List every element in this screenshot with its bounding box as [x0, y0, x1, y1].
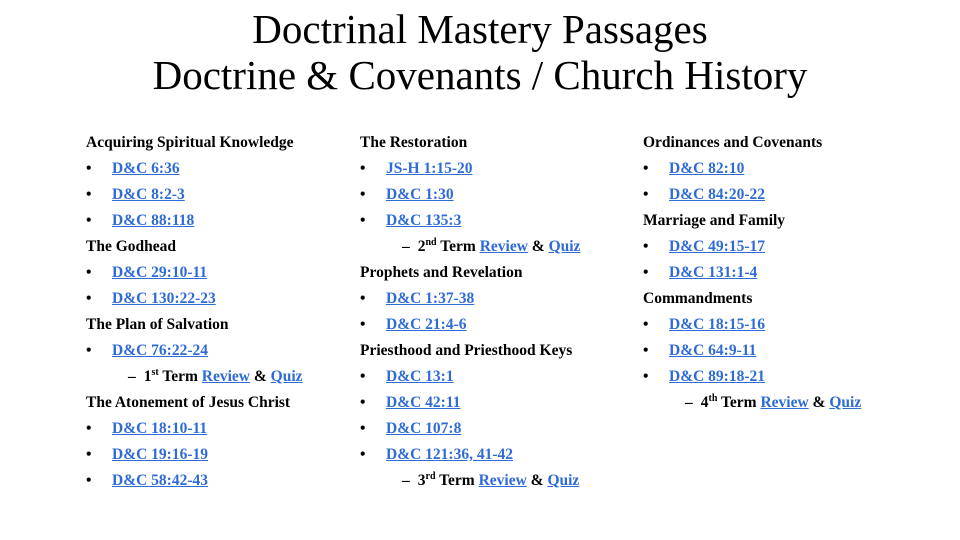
term-review-line: [86, 364, 303, 390]
ampersand: &: [250, 368, 271, 385]
passage-item: [360, 286, 580, 312]
term-ordinal-suffix: nd: [425, 236, 437, 248]
ampersand: &: [527, 238, 549, 255]
passage-item: [360, 390, 580, 416]
review-link[interactable]: Review: [201, 368, 250, 385]
passage-link[interactable]: D&C 49:15-17: [669, 238, 765, 255]
bullet-icon: •: [360, 160, 366, 177]
passage-link[interactable]: D&C 18:15-16: [669, 316, 765, 333]
passage-item: [360, 312, 580, 338]
bullet-icon: •: [360, 420, 366, 437]
passage-link[interactable]: D&C 1:30: [386, 186, 454, 203]
slide-title: [0, 6, 960, 98]
passage-item: [360, 416, 580, 442]
bullet-icon: •: [360, 368, 366, 385]
passage-link[interactable]: D&C 42:11: [386, 394, 461, 411]
dash-icon: –: [402, 238, 410, 255]
passage-link[interactable]: D&C 82:10: [669, 160, 745, 177]
bullet-icon: •: [643, 342, 649, 359]
passage-link[interactable]: D&C 58:42-43: [112, 472, 208, 489]
section-heading: The Restoration: [360, 134, 468, 151]
passage-link[interactable]: D&C 84:20-22: [669, 186, 765, 203]
column-1: [86, 130, 303, 494]
review-link[interactable]: Review: [479, 238, 528, 255]
bullet-icon: •: [360, 446, 366, 463]
section-heading: Commandments: [643, 290, 753, 307]
bullet-icon: •: [86, 420, 92, 437]
term-label: Term: [436, 238, 480, 255]
passage-item: [86, 156, 303, 182]
passage-item: [86, 416, 303, 442]
passage-link[interactable]: D&C 88:118: [112, 212, 195, 229]
quiz-link[interactable]: Quiz: [829, 394, 862, 411]
quiz-link[interactable]: Quiz: [547, 472, 580, 489]
bullet-icon: •: [360, 212, 366, 229]
ampersand: &: [526, 472, 548, 489]
passage-item: [86, 286, 303, 312]
passage-link[interactable]: JS-H 1:15-20: [386, 160, 473, 177]
section-heading: Priesthood and Priesthood Keys: [360, 342, 573, 359]
bullet-icon: •: [360, 290, 366, 307]
passage-item: [643, 234, 861, 260]
bullet-icon: •: [86, 160, 92, 177]
dash-icon: –: [685, 394, 693, 411]
passage-link[interactable]: D&C 107:8: [386, 420, 462, 437]
passage-link[interactable]: D&C 8:2-3: [112, 186, 185, 203]
term-ordinal-suffix: th: [708, 392, 718, 404]
passage-item: [360, 208, 580, 234]
term-review-line: [360, 234, 580, 260]
bullet-icon: •: [643, 316, 649, 333]
section-heading: Marriage and Family: [643, 212, 786, 229]
passage-link[interactable]: D&C 135:3: [386, 212, 462, 229]
passage-link[interactable]: D&C 76:22-24: [112, 342, 208, 359]
term-review-line: [360, 468, 580, 494]
review-link[interactable]: Review: [478, 472, 527, 489]
review-link[interactable]: Review: [760, 394, 809, 411]
passage-item: [86, 338, 303, 364]
passage-link[interactable]: D&C 29:10-11: [112, 264, 208, 281]
passage-item: [360, 442, 580, 468]
passage-item: [643, 260, 861, 286]
bullet-icon: •: [643, 368, 649, 385]
section-heading: Ordinances and Covenants: [643, 134, 823, 151]
term-ordinal: 4: [700, 394, 709, 411]
bullet-icon: •: [360, 186, 366, 203]
passage-item: [360, 182, 580, 208]
passage-item: [643, 156, 861, 182]
bullet-icon: •: [360, 316, 366, 333]
term-review-line: [643, 390, 861, 416]
bullet-icon: •: [86, 186, 92, 203]
column-2: [360, 130, 580, 494]
bullet-icon: •: [86, 342, 92, 359]
term-label: Term: [717, 394, 761, 411]
quiz-link[interactable]: Quiz: [270, 368, 303, 385]
passage-item: [360, 364, 580, 390]
passage-link[interactable]: D&C 21:4-6: [386, 316, 467, 333]
term-ordinal-suffix: rd: [425, 470, 436, 482]
passage-link[interactable]: D&C 89:18-21: [669, 368, 765, 385]
passage-item: [643, 338, 861, 364]
bullet-icon: •: [643, 238, 649, 255]
term-ordinal: 1: [143, 368, 152, 385]
passage-link[interactable]: D&C 121:36, 41-42: [386, 446, 513, 463]
passage-link[interactable]: D&C 64:9-11: [669, 342, 757, 359]
bullet-icon: •: [643, 160, 649, 177]
ampersand: &: [808, 394, 830, 411]
passage-item: [86, 182, 303, 208]
title-line-1: Doctrinal Mastery Passages: [252, 6, 708, 52]
passage-item: [643, 312, 861, 338]
bullet-icon: •: [86, 212, 92, 229]
bullet-icon: •: [86, 290, 92, 307]
passage-link[interactable]: D&C 6:36: [112, 160, 180, 177]
quiz-link[interactable]: Quiz: [548, 238, 581, 255]
passage-item: [360, 156, 580, 182]
passage-item: [86, 260, 303, 286]
section-heading: The Godhead: [86, 238, 177, 255]
passage-link[interactable]: D&C 1:37-38: [386, 290, 475, 307]
term-ordinal-suffix: st: [151, 366, 159, 378]
section-heading: Acquiring Spiritual Knowledge: [86, 134, 294, 151]
term-ordinal: 2: [417, 238, 426, 255]
term-label: Term: [158, 368, 202, 385]
bullet-icon: •: [86, 472, 92, 489]
passage-link[interactable]: D&C 130:22-23: [112, 290, 216, 307]
dash-icon: –: [128, 368, 136, 385]
bullet-icon: •: [360, 394, 366, 411]
passage-item: [86, 468, 303, 494]
title-line-2: Doctrine & Covenants / Church History: [152, 52, 808, 98]
term-label: Term: [435, 472, 479, 489]
passage-item: [643, 364, 861, 390]
section-heading: The Plan of Salvation: [86, 316, 229, 333]
passage-link[interactable]: D&C 19:16-19: [112, 446, 208, 463]
passage-link[interactable]: D&C 13:1: [386, 368, 454, 385]
section-heading: Prophets and Revelation: [360, 264, 523, 281]
section-heading: The Atonement of Jesus Christ: [86, 394, 291, 411]
term-ordinal: 3: [417, 472, 426, 489]
passage-item: [86, 442, 303, 468]
passage-item: [86, 208, 303, 234]
dash-icon: –: [402, 472, 410, 489]
column-3: [643, 130, 861, 416]
passage-link[interactable]: D&C 18:10-11: [112, 420, 208, 437]
passage-item: [643, 182, 861, 208]
bullet-icon: •: [643, 186, 649, 203]
bullet-icon: •: [86, 446, 92, 463]
bullet-icon: •: [86, 264, 92, 281]
bullet-icon: •: [643, 264, 649, 281]
passage-link[interactable]: D&C 131:1-4: [669, 264, 758, 281]
